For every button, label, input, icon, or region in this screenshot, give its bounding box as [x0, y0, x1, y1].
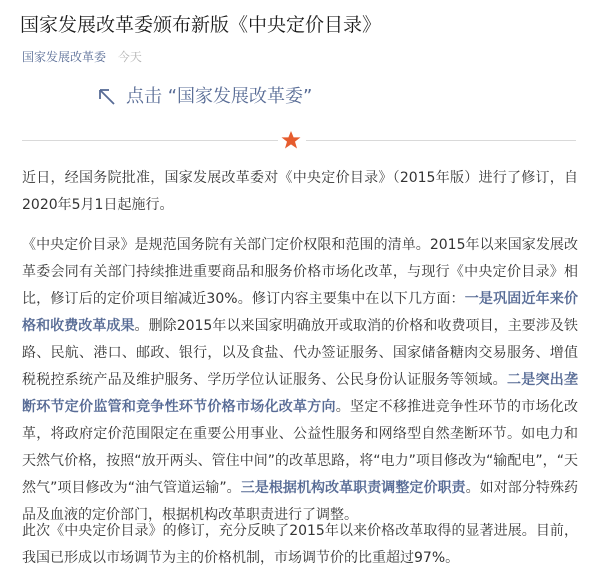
arrow-up-left-icon	[96, 86, 118, 108]
star-icon	[281, 130, 301, 150]
follow-banner[interactable]	[96, 84, 312, 110]
article-meta	[22, 48, 142, 66]
paragraph-segment: 。删除2015年以来国家明确放开或取消的价格和收费项目，主要涉及铁路、民航、港口、邮政、银行，以及食盐、代办签证服务、国家储备糖肉交易服务、增值税税控系统产品及维护服务、学历学位认证服务、公民身份认证服务等领域。	[22, 318, 578, 388]
follow-text[interactable]: 点击 “国家发展改革委”	[126, 86, 313, 107]
paragraph-segment: 。坚定不移推进竞争性环节的市场化改革，将政府定价范围限定在重要公用事业、公益性服务和网络型自然垄断环节。如电力和天然气价格，按照“放开两头、管住中间”的改革思路，将“电力”项目修改为“输配电”，“天然气”项目修改为“油气管道运输”。	[22, 399, 579, 496]
highlight-point-1: 一是巩固近年来价格和收费改革成果	[22, 291, 579, 334]
paragraph-segment: 。如对部分特殊药品及血液的定价部门，根据机构改革职责进行了调整。	[22, 480, 579, 523]
paragraph-details	[22, 232, 578, 529]
paragraph-segment: 《中央定价目录》是规范国务院有关部门定价权限和范围的清单。2015年以来国家发展改革委会同有关部门持续推进重要商品和服务价格市场化改革，与现行《中央定价目录》相比，修订后的定价项目缩减近30%。修订内容主要集中在以下几方面：	[22, 237, 578, 307]
divider-right	[306, 140, 576, 141]
divider-left	[22, 140, 278, 141]
account-name-link[interactable]: 国家发展改革委	[22, 50, 107, 64]
paragraph-intro: 近日，经国务院批准，国家发展改革委对《中央定价目录》（2015年版）进行了修订，自2020年5月1日起施行。	[22, 170, 578, 213]
paragraph-conclusion: 此次《中央定价目录》的修订，充分反映了2015年以来价格改革取得的显著进展。目前，我国已形成以市场调节为主的价格机制，市场调节价的比重超过97%。	[22, 523, 578, 566]
highlight-point-2: 二是突出垄断环节定价监管和竞争性环节价格市场化改革方向	[22, 372, 579, 415]
article-title: 国家发展改革委颁布新版《中央定价目录》	[20, 14, 382, 36]
highlight-point-3: 三是根据机构改革职责调整定价职责	[240, 480, 466, 496]
publish-date: 今天	[117, 50, 142, 64]
